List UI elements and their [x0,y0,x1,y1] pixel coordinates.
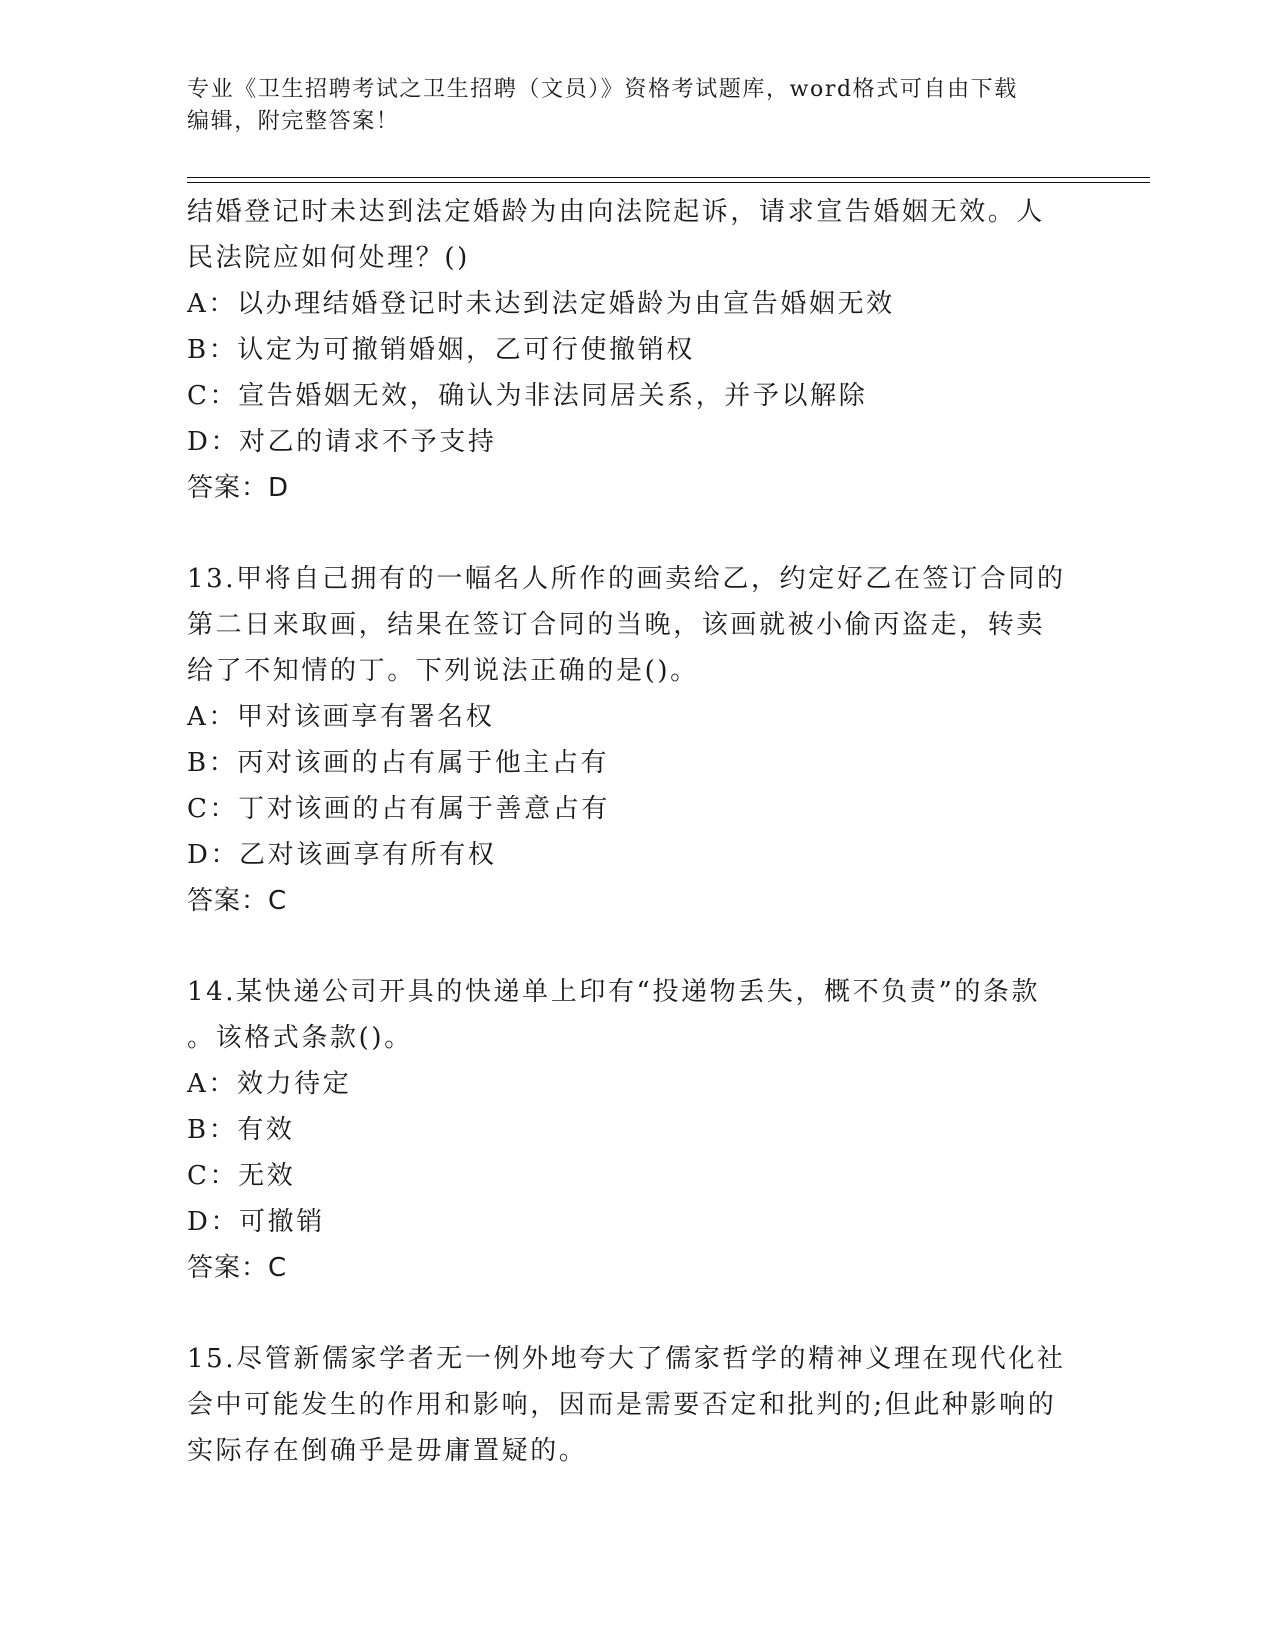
option-c: C：无效 [187,1161,296,1191]
option-c: C：丁对该画的占有属于善意占有 [187,794,610,824]
option-a: A：甲对该画享有署名权 [187,702,495,732]
option-d: D：乙对该画享有所有权 [187,840,497,870]
question-spacer [187,1291,1077,1336]
question-14 [187,969,1077,1291]
question-content [187,189,1077,1474]
header-line-1: 专业《卫生招聘考试之卫生招聘（文员）》资格考试题库，word格式可自由下载 [187,77,1018,102]
header-line-2: 编辑，附完整答案！ [187,109,400,134]
option-a: A：以办理结婚登记时未达到法定婚龄为由宣告婚姻无效 [187,289,895,319]
question-stem-line: 给了不知情的丁。下列说法正确的是()。 [187,656,699,686]
question-12 [187,189,1077,511]
question-stem-line: 。该格式条款()。 [187,1023,413,1053]
header-divider-bottom [187,182,1150,183]
answer-line: 答案：C [187,1253,288,1283]
question-stem-line: 13.甲将自己拥有的一幅名人所作的画卖给乙，约定好乙在签订合同的 [187,564,1066,594]
document-header [187,74,1067,138]
question-spacer [187,511,1077,556]
question-stem-line: 15.尽管新儒家学者无一例外地夸大了儒家哲学的精神义理在现代化社 [187,1344,1066,1374]
question-13 [187,556,1077,924]
question-stem-line: 第二日来取画，结果在签订合同的当晚，该画就被小偷丙盗走，转卖 [187,610,1046,640]
option-d: D：对乙的请求不予支持 [187,427,497,457]
option-b: B：有效 [187,1115,295,1145]
option-b: B：丙对该画的占有属于他主占有 [187,748,610,778]
option-a: A：效力待定 [187,1069,352,1099]
answer-line: 答案：C [187,886,288,916]
question-spacer [187,924,1077,969]
option-b: B：认定为可撤销婚姻，乙可行使撤销权 [187,335,695,365]
question-stem-line: 结婚登记时未达到法定婚龄为由向法院起诉，请求宣告婚姻无效。人 [187,197,1046,227]
answer-line: 答案：D [187,473,290,503]
question-stem-line: 会中可能发生的作用和影响，因而是需要否定和批判的;但此种影响的 [187,1390,1057,1420]
header-divider-top [187,177,1150,178]
question-stem-line: 实际存在倒确乎是毋庸置疑的。 [187,1436,588,1466]
question-stem-line: 14.某快递公司开具的快递单上印有“投递物丢失，概不负责”的条款 [187,977,1041,1007]
option-c: C：宣告婚姻无效，确认为非法同居关系，并予以解除 [187,381,868,411]
question-stem-line: 民法院应如何处理？() [187,243,470,273]
option-d: D：可撤销 [187,1207,325,1237]
question-15 [187,1336,1077,1474]
